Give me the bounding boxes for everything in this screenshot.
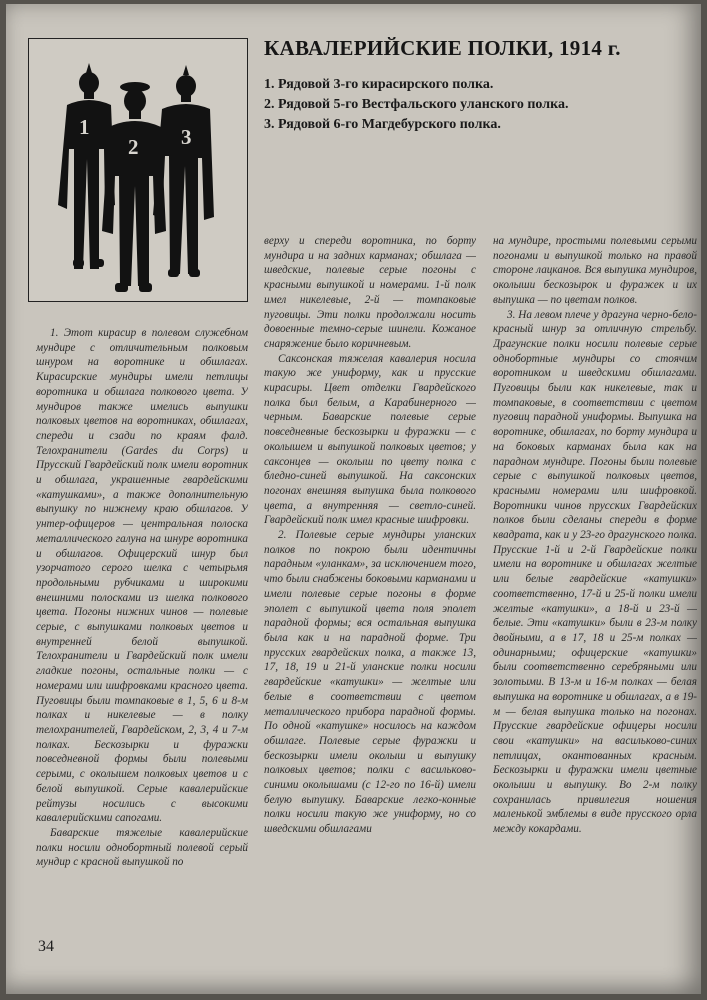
text-column-1 <box>36 326 248 938</box>
paragraph: 1. Этот кирасир в полевом служебном мундире с отличительным полковым шнуром на воротнике и обшлагах. Кирасирские мундиры имели петлицы воротника и обшлага полкового цвета. У мундиров также имелись выпушки полковых цветов на воротниках, обшлагах, спереди и сзади по краям фалд. Телохранители (Gardes du Corps) и Прусский Гвардейский полк имели воротник и обшлага, украшенные гвардейскими «катушками», а также дополнительную выпушку по нижнему краю обшлагов. У унтер-офицеров — центральная полоска металлического галуна на шнуре воротника и обшлагов. Офицерский шнур был узорчатого серого шелка с четырьмя продольными рубчиками и широкими внешними полосками из шелка полкового цвета. Погоны нижних чинов — полевые серые, с выпушками полковых цветов и внутренней белой выпушкой. Телохранители и Гвардейский полк имели гладкие погоны, остальные полки — с номерами или шифровками красного цвета. Пуговицы были томпаковые в 1, 5, 6 и 8-м полках и никелевые — в полку телохранителей, Гвардейском, 2, 3, 4 и 7-м полках. Бескозырки и фуражки повседневной формы были полевыми серыми, с околышем полковых цветов и с белой выпушкой. Серые кавалерийские рейтузы носились с высокими кавалерийскими сапогами. <box>36 327 248 825</box>
paragraph: Саксонская тяжелая кавалерия носила такую же униформу, как и прусские кирасиры. Цвет отделки Гвардейского полка был белым, а Карабинерного — черным. Баварские полевые серые повседневные бескозырки и фуражки — с околышем и выпушкой полковых цветов; у саксонцев — околыш по цвету полка с бледно-синей выпушкой. На саксонских погонах внешняя выпушка была полкового цвета, а внутренняя — светло-синей. Гвардейский полк имел красные шифровки. <box>264 352 476 527</box>
text-column-3 <box>493 234 697 914</box>
paragraph: 3. На левом плече у драгуна черно-бело-красный шнур за отличную стрельбу. Драгунские полки носили полевые серые однобортные мундиры со стоячим воротником и шведскими обшлагами. Пуговицы были как никелевые, так и томпаковые, в соответствии с цветом пуговиц парадной униформы. Выпушка на воротнике, обшлагах, по борту мундира и на боковых карманах была как на парадном мундире. Погоны были полевые серые с выпушкой полковых цветов, красными номерами или шифровкой. Воротники чинов прусских Гвардейских полков были сделаны спереди в форме квадрата, как и у 23-го драгунского полка. Прусские 1-й и 2-й Гвардейские полки имели на воротнике и обшлагах желтые или белые гвардейские «катушки» соответственно, 17-й и 25-й полки имели желтые «катушки», а 18-й и 23-й — белые. Эти «катушки» были в 23-м полку двойными, а в 17, 18 и 25-м полках — одинарными; офицерские «катушки» были соответственно серебряными или золотыми. В 13-м и 16-м полках — белая выпушка на воротнике и обшлагах, а в 19-м — белая выпушка только на погонах. Прусские гвардейские офицеры носили свои «катушки» на васильково-синих петлицах, окантованных красным. Бескозырки и фуражки имели цветные околыши и выпушку. Во 2-м полку сохранилась привилегия ношения маленькой эмблемы в виде прусского орла между кокардами. <box>493 308 697 836</box>
paragraph: Баварские тяжелые кавалерийские полки носили однобортный полевой серый мундир с красной выпушкой по <box>36 826 248 869</box>
text-column-2 <box>264 234 476 938</box>
figure-captions <box>264 75 684 135</box>
silhouette-plate <box>28 38 248 302</box>
figure-label-2: 2 <box>128 135 139 159</box>
caption-3: 3. Рядовой 6-го Магдебурского полка. <box>264 117 501 132</box>
figure-label-3: 3 <box>181 125 192 149</box>
paragraph: верху и спереди воротника, по борту мундира и на задних карманах; обшлага — шведские, полевые серые погоны с красными выпушкой и номерами. 1-й полк имел никелевые, 2-й — томпаковые пуговицы. Эти полки продолжали носить довоенные темно-серые шинели. Кожаное снаряжение было коричневым. <box>264 235 476 350</box>
paragraph: 2. Полевые серые мундиры уланских полков по покрою были идентичны парадным «уланкам», за исключением того, что были снабжены боковыми карманами и имели полевые серые погоны в форме эполет с выпушкой цвета поля эполет парадной формы; вся остальная выпушка была как и на парадной форме. Три прусских гвардейских полка, а также 13, 17, 18, 19 и 21-й уланские полки носили гвардейские «катушки» — желтые или белые в соответствии с цветом металлического прибора парадной формы. По одной «катушке» носилось на каждом обшлаге. Полевые серые фуражки и бескозырки имели околыш и выпушку полковых цветов; полки с васильково-синими околышами (с 12-го по 16-й) имели белую выпушку. Баварские легко-конные полки носили такую же униформу, но со шведскими обшлагами <box>264 529 476 836</box>
paragraph: на мундире, простыми полевыми серыми погонами и выпушкой только на правой стороне лацканов. Вся выпушка мундиров, околыши бескозырок и фуражек и их выпушка — по цветам полков. <box>493 235 697 306</box>
caption-1: 1. Рядовой 3-го кирасирского полка. <box>264 77 494 92</box>
book-page <box>6 4 701 994</box>
soldier-silhouettes <box>29 39 247 301</box>
page-title: КАВАЛЕРИЙСКИЕ ПОЛКИ, 1914 г. <box>264 36 621 60</box>
page-number: 34 <box>38 938 54 955</box>
figure-label-1: 1 <box>79 115 90 139</box>
caption-2: 2. Рядовой 5-го Вестфальского уланского полка. <box>264 97 569 112</box>
